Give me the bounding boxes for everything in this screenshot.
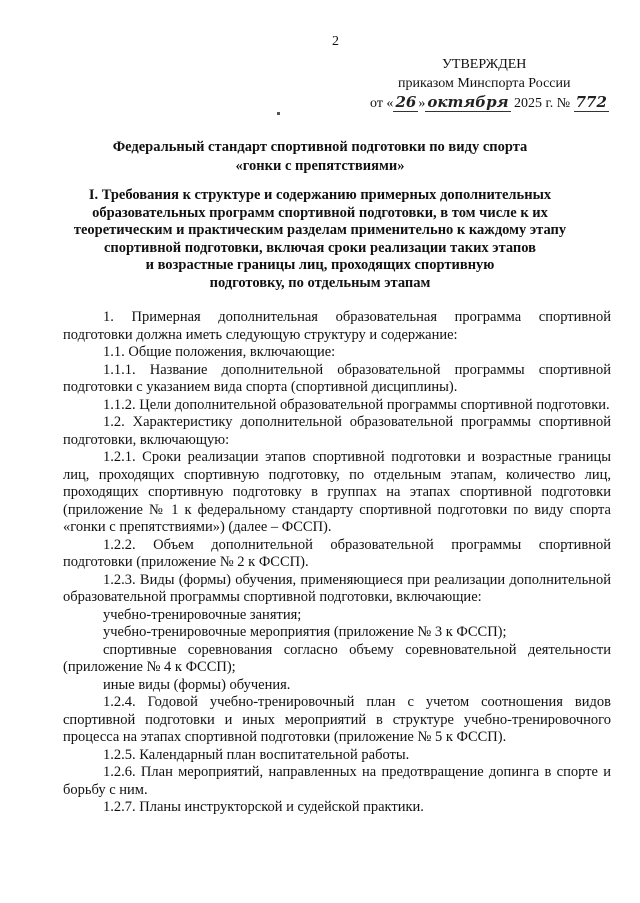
paragraph-1-2-1: 1.2.1. Сроки реализации этапов спортивной подготовки и возрастные границы лиц, проходящих спортивную подготовку, по отдельным этапам, количество лиц, проходящих спортивную подготовку в группах на этапах спортивной подготовки (приложение № 1 к федеральному стандарту спортивной подготовки по виду спорта «гонки с препятствиями») (далее – ФССП). [63, 449, 611, 535]
list-item-other-forms: иные виды (формы) обучения. [103, 676, 291, 693]
section-line-6: подготовку, по отдельным этапам [209, 274, 431, 291]
section-line-1: I. Требования к структуре и содержанию примерных дополнительных [88, 187, 552, 203]
paragraph-1-1-2: 1.1.2. Цели дополнительной образовательной программы спортивной подготовки. [103, 396, 610, 413]
document-title [60, 138, 580, 176]
document-body [63, 309, 611, 817]
title-line-2: «гонки с препятствиями» [235, 158, 405, 174]
section-line-4: спортивной подготовки, включая сроки реализации таких этапов [103, 239, 536, 256]
paragraph-1-2-7: 1.2.7. Планы инструкторской и судейской практики. [103, 799, 424, 815]
scan-mark [277, 112, 280, 115]
section-heading [60, 187, 580, 292]
approval-order-line: приказом Минспорта России [398, 76, 571, 91]
list-item-training-sessions: учебно-тренировочные занятия; [103, 606, 302, 623]
paragraph-1-2-4: 1.2.4. Годовой учебно-тренировочный план с учетом соотношения видов спортивной подготовки и иных мероприятий в структуре учебно-тренировочного процесса на этапах спортивной подготовки (приложение № 5 к ФССП). [63, 694, 611, 745]
section-line-3: теоретическим и практическим разделам применительно к каждому этапу [73, 222, 567, 238]
paragraph-1-2-6: 1.2.6. План мероприятий, направленных на предотвращение допинга в спорте и борьбу с ним. [63, 764, 611, 798]
approval-block [370, 55, 620, 113]
handwritten-month: октября [427, 93, 509, 111]
handwritten-order-number: 772 [575, 93, 607, 111]
page-number: 2 [332, 34, 339, 49]
paragraph-1: 1. Примерная дополнительная образовательная программа спортивной подготовки должна иметь следующую структуру и содержание: [63, 309, 611, 343]
list-item-competitions: спортивные соревнования согласно объему соревновательной деятельности (приложение № 4 к ФССП); [63, 641, 611, 675]
title-line-1: Федеральный стандарт спортивной подготовки по виду спорта [112, 139, 528, 155]
year-and-number-label: 2025 г. № [514, 96, 571, 111]
date-mid: » [418, 96, 426, 111]
paragraph-1-2-3: 1.2.3. Виды (формы) обучения, применяющиеся при реализации дополнительной образовательной программы спортивной подготовки, включающие: [63, 571, 612, 605]
paragraph-1-2-2: 1.2.2. Объем дополнительной образовательной программы спортивной подготовки (приложение № 2 к ФССП). [63, 536, 611, 570]
section-line-2: образовательных программ спортивной подготовки, в том числе к их [92, 204, 548, 221]
paragraph-1-2: 1.2. Характеристику дополнительной образовательной программы спортивной подготовки, включающую: [63, 414, 611, 448]
paragraph-1-1-1: 1.1.1. Название дополнительной образовательной программы спортивной подготовки с указанием вида спорта (спортивной дисциплины). [63, 361, 611, 395]
section-line-5: и возрастные границы лиц, проходящих спортивную [145, 257, 495, 273]
date-prefix: от « [370, 96, 394, 111]
paragraph-1-1: 1.1. Общие положения, включающие: [103, 344, 336, 360]
paragraph-1-2-5: 1.2.5. Календарный план воспитательной работы. [103, 746, 410, 763]
list-item-training-events: учебно-тренировочные мероприятия (приложение № 3 к ФССП); [103, 624, 507, 640]
approval-heading: УТВЕРЖДЕН [442, 57, 527, 72]
approval-date-line [370, 93, 620, 113]
handwritten-day: 26 [395, 93, 417, 111]
